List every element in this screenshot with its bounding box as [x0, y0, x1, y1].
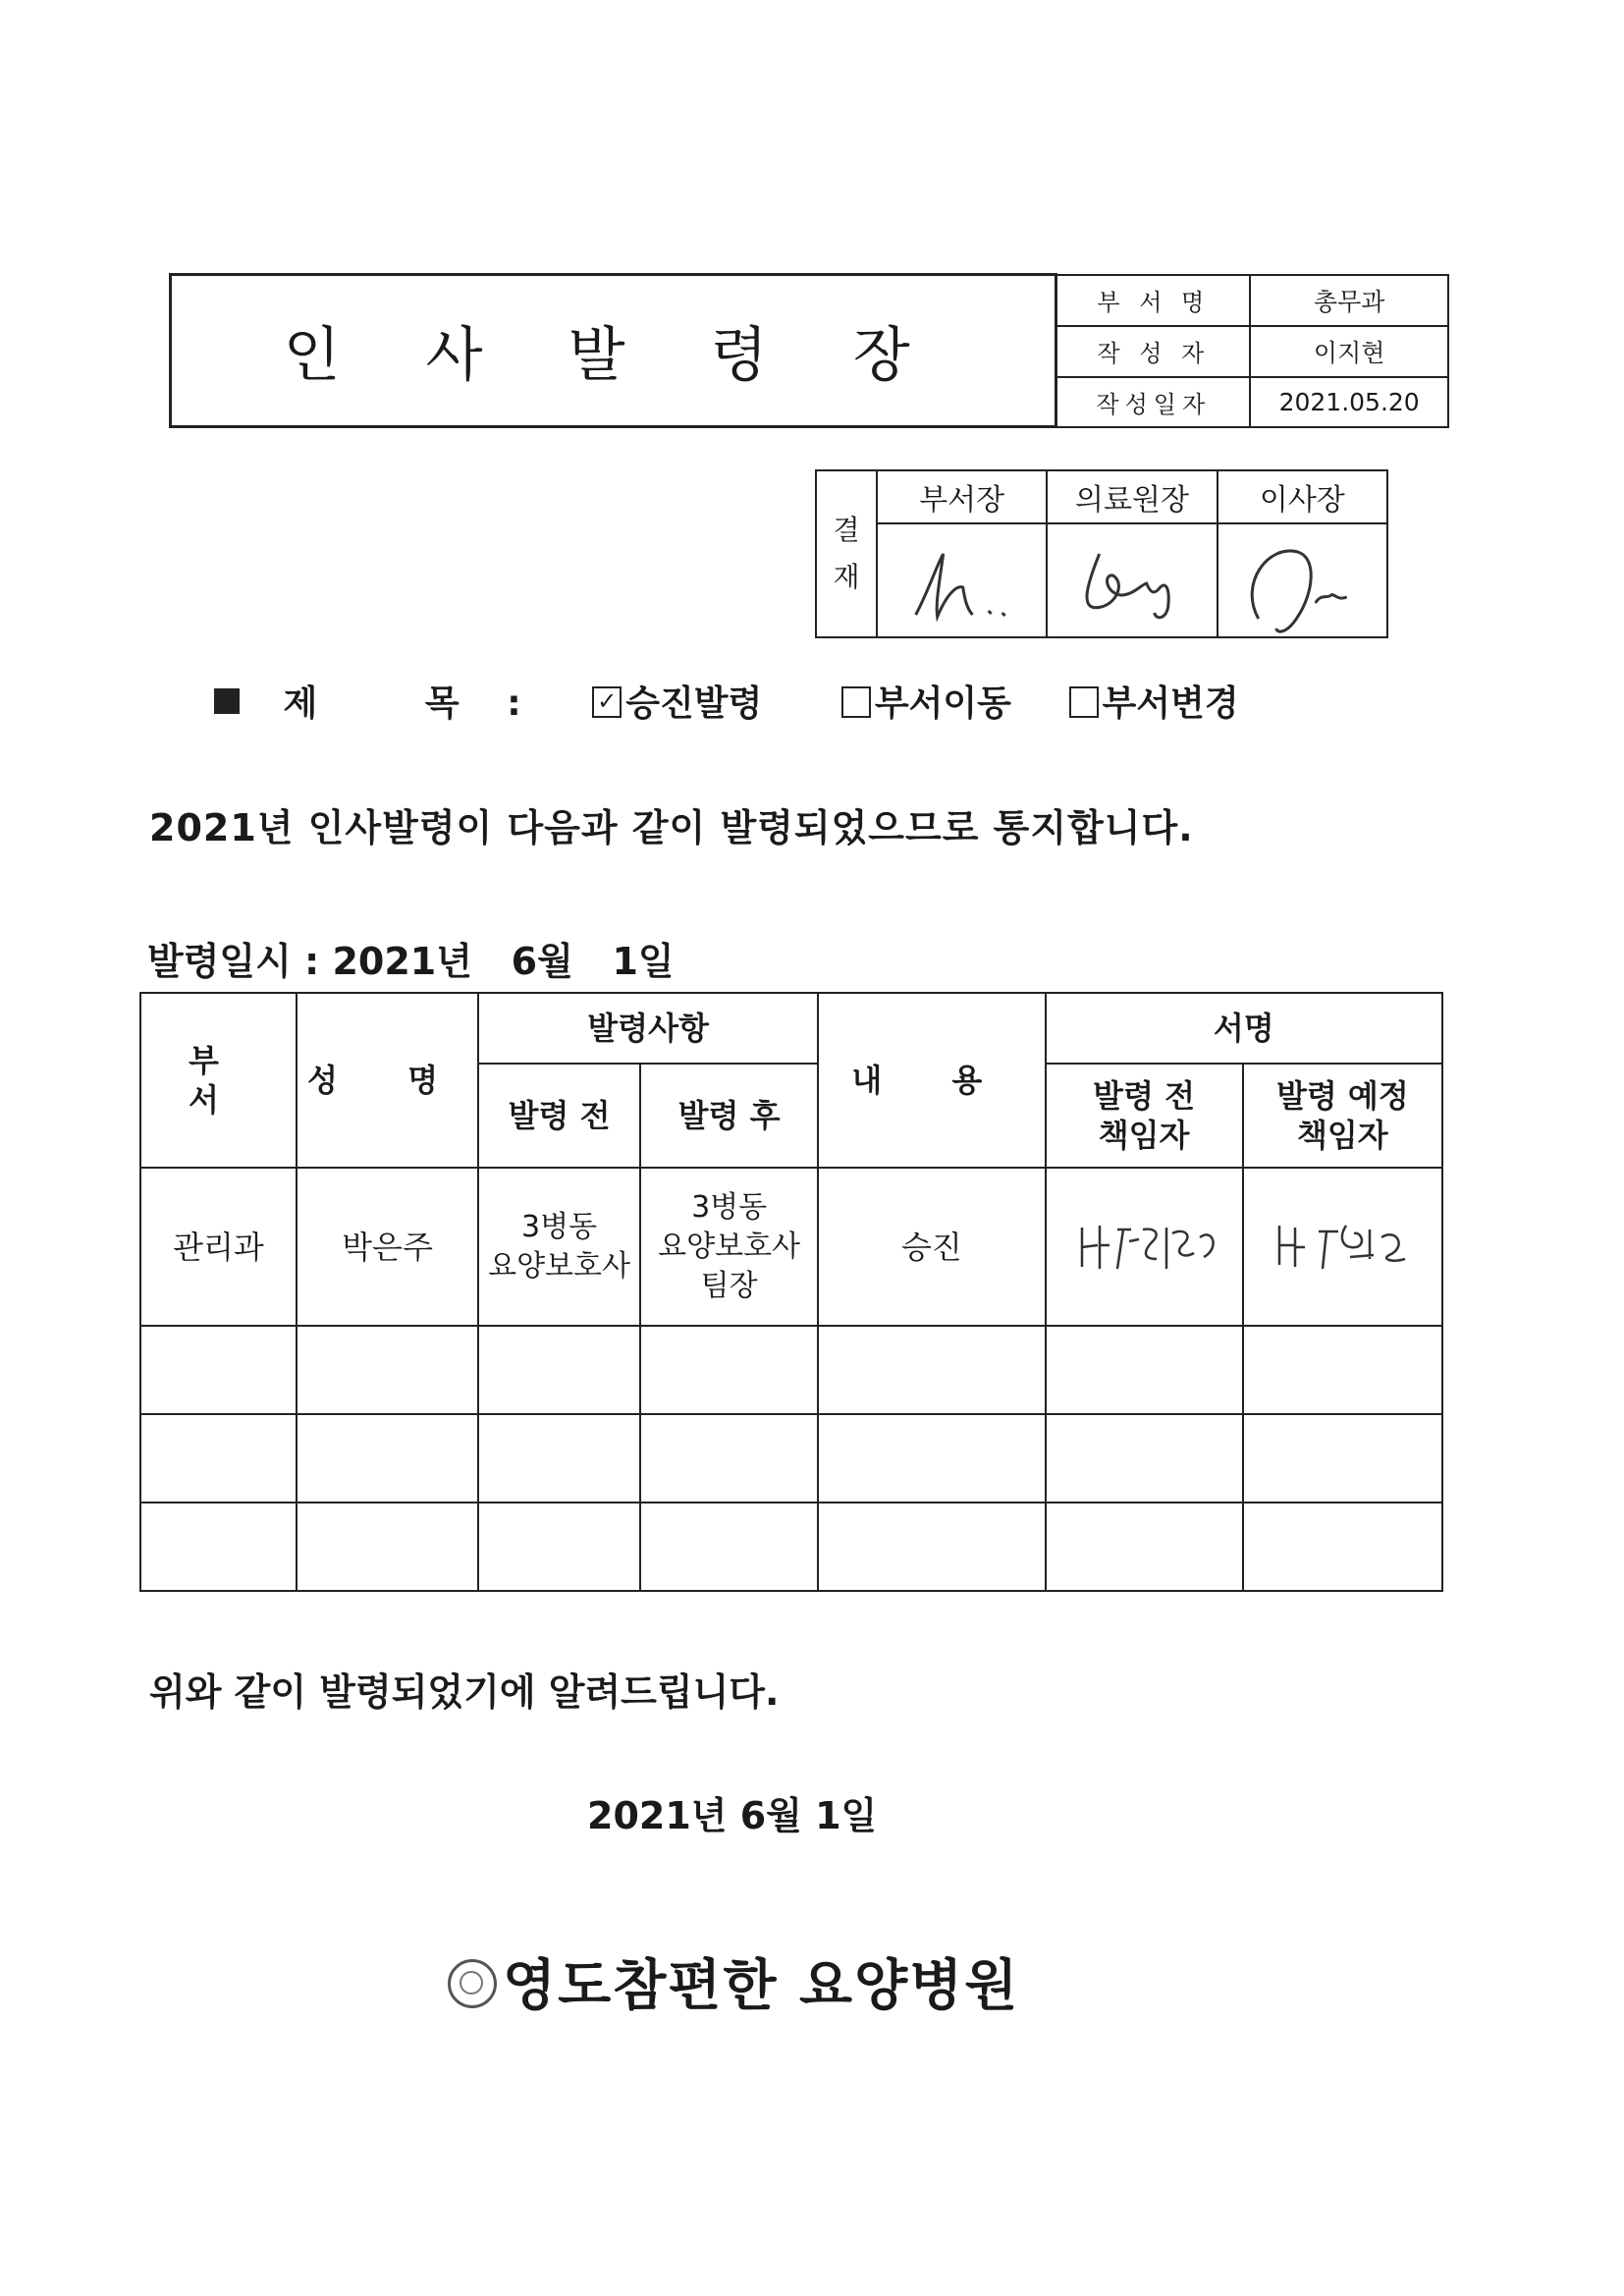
closing-text: 위와 같이 발령되었기에 알려드립니다. — [149, 1670, 780, 1714]
approval-role-medical-director: 의료원장 — [1047, 470, 1217, 523]
approval-side-label — [816, 470, 877, 637]
checkbox-icon[interactable] — [1069, 686, 1099, 718]
col-header-before: 발령 전 — [478, 1064, 640, 1168]
approval-side-char-1: 결 — [833, 514, 860, 546]
empty-cell — [478, 1503, 640, 1591]
empty-cell — [140, 1503, 297, 1591]
document-title: 인 사 발 령 장 — [171, 275, 1056, 427]
empty-cell — [818, 1326, 1045, 1414]
cell-after — [640, 1168, 818, 1326]
date-written-label: 작성일자 — [1056, 377, 1251, 427]
cell-after-line2: 요양보호사 — [658, 1229, 801, 1264]
signature-dept-head — [877, 523, 1047, 637]
empty-cell — [818, 1414, 1045, 1503]
option-promotion-label: 승진발령 — [625, 683, 763, 724]
notice-text: 2021년 인사발령이 다음과 같이 발령되었으므로 통지합니다. — [149, 806, 1194, 849]
signature-chairman — [1218, 523, 1387, 637]
handwritten-signature-icon — [1244, 1169, 1440, 1316]
subject-label: 제 목 : — [283, 683, 539, 724]
empty-cell — [297, 1326, 478, 1414]
col-header-action: 발령사항 — [478, 993, 818, 1064]
col-header-dept: 부 서 — [140, 993, 297, 1168]
issue-date: 2021년 6월 1일 — [587, 1794, 878, 1837]
signature-dept-head-icon — [878, 524, 1046, 636]
col-header-sign-after-line2: 책임자 — [1296, 1117, 1388, 1154]
approval-role-dept-head: 부서장 — [877, 470, 1047, 523]
cell-after-line3: 팀장 — [700, 1268, 758, 1303]
col-header-sign-before-line2: 책임자 — [1098, 1117, 1190, 1154]
checked-checkbox-icon[interactable]: ✓ — [592, 686, 622, 718]
approval-role-chairman: 이사장 — [1218, 470, 1387, 523]
empty-cell — [140, 1414, 297, 1503]
approval-box — [815, 469, 1388, 638]
signature-medical-director-icon — [1048, 524, 1216, 636]
option-dept-change-label: 부서변경 — [1102, 683, 1239, 724]
author-label: 작 성 자 — [1056, 326, 1251, 377]
author-value: 이지현 — [1250, 326, 1448, 377]
empty-cell — [297, 1414, 478, 1503]
cell-before — [478, 1168, 640, 1326]
option-promotion[interactable] — [592, 676, 762, 726]
cell-dept: 관리과 — [140, 1168, 297, 1326]
hospital-seal-icon — [448, 1959, 497, 2008]
document-header — [169, 273, 1449, 428]
dept-name-label: 부 서 명 — [1056, 275, 1251, 326]
table-row — [140, 1503, 1442, 1591]
checkbox-icon[interactable] — [841, 686, 871, 718]
col-header-after: 발령 후 — [640, 1064, 818, 1168]
table-row — [140, 1414, 1442, 1503]
cell-before-line2: 요양보호사 — [488, 1248, 630, 1284]
cell-after-line1: 3병동 — [691, 1189, 768, 1225]
square-bullet-icon — [214, 688, 240, 714]
dept-name-value: 총무과 — [1250, 275, 1448, 326]
signature-chairman-icon — [1218, 524, 1386, 636]
cell-sign-after — [1243, 1168, 1442, 1326]
empty-cell — [818, 1503, 1045, 1591]
col-header-content: 내 용 — [818, 993, 1045, 1168]
approval-side-char-2: 재 — [833, 561, 860, 593]
effective-date: 발령일시 : 2021년 6월 1일 — [147, 940, 675, 983]
empty-cell — [1046, 1503, 1243, 1591]
empty-cell — [478, 1326, 640, 1414]
empty-cell — [297, 1503, 478, 1591]
col-header-sign-after-line1: 발령 예정 — [1275, 1077, 1409, 1115]
empty-cell — [1046, 1326, 1243, 1414]
organization-name — [448, 1942, 1019, 2021]
signature-medical-director — [1047, 523, 1217, 637]
col-header-sign-after — [1243, 1064, 1442, 1168]
cell-before-line1: 3병동 — [521, 1209, 598, 1244]
col-header-sign: 서명 — [1046, 993, 1442, 1064]
option-transfer[interactable] — [841, 676, 1011, 726]
cell-content: 승진 — [818, 1168, 1045, 1326]
empty-cell — [478, 1414, 640, 1503]
empty-cell — [1046, 1414, 1243, 1503]
table-row — [140, 1326, 1442, 1414]
subject-line — [214, 676, 1239, 726]
option-transfer-label: 부서이동 — [874, 683, 1011, 724]
empty-cell — [1243, 1503, 1442, 1591]
organization-name-text: 영도참편한 요양병원 — [503, 1954, 1020, 2018]
empty-cell — [640, 1503, 818, 1591]
appointment-table — [139, 992, 1443, 1592]
empty-cell — [640, 1326, 818, 1414]
empty-cell — [140, 1326, 297, 1414]
col-header-name: 성 명 — [297, 993, 478, 1168]
cell-name: 박은주 — [297, 1168, 478, 1326]
empty-cell — [640, 1414, 818, 1503]
table-row — [140, 1168, 1442, 1326]
cell-sign-before — [1046, 1168, 1243, 1326]
empty-cell — [1243, 1414, 1442, 1503]
handwritten-signature-icon — [1047, 1169, 1241, 1316]
col-header-sign-before-line1: 발령 전 — [1093, 1077, 1196, 1115]
option-dept-change[interactable] — [1069, 676, 1239, 726]
empty-cell — [1243, 1326, 1442, 1414]
date-written-value: 2021.05.20 — [1250, 377, 1448, 427]
col-header-sign-before — [1046, 1064, 1243, 1168]
